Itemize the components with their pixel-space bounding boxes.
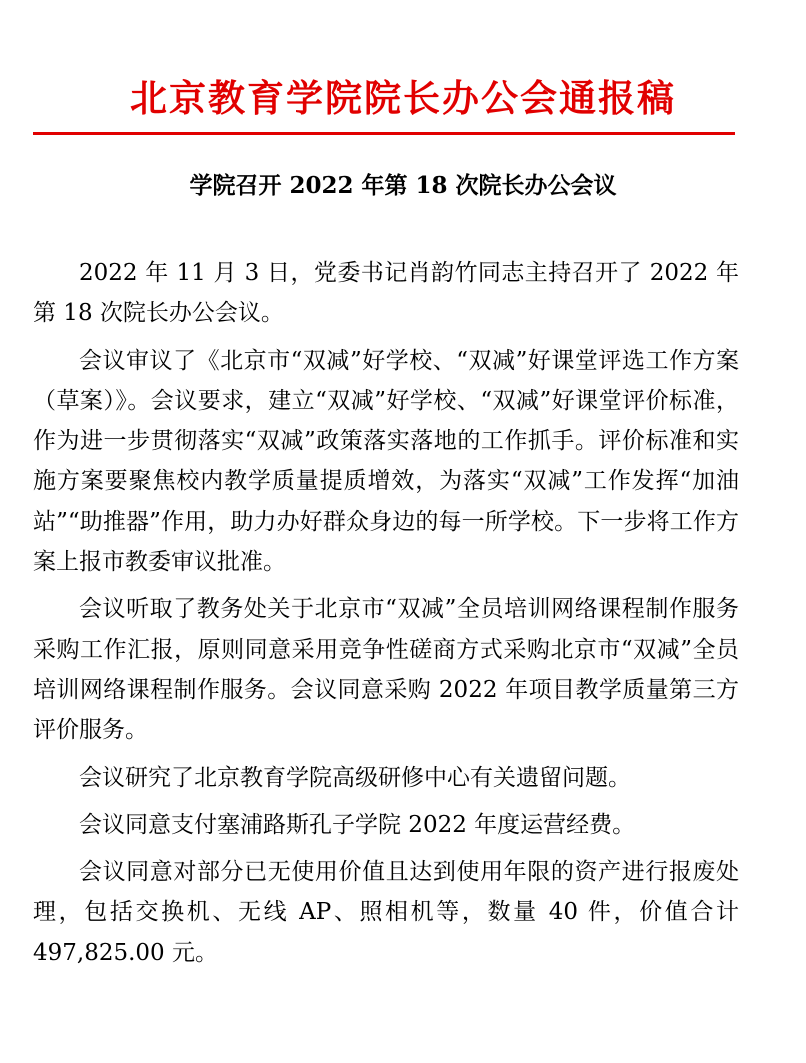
- paragraph: 会议研究了北京教育学院高级研修中心有关遗留问题。: [79, 764, 631, 791]
- paragraph: 会议审议了《北京市“双减”好学校、“双减”好课堂评选工作方案（草案）》。会议要求，建立“双减”好学校、“双减”好课堂评价标准，作为进一步贯彻落实“双减”政策落实落地的工作抓手。评价标准和实施方案要聚焦校内教学质量提质增效，为落实“双减”工作发挥“加油站”“助推器”作用，助力办好群众身边的每一所学校。下一步将工作方案上报市教委审议批准。: [33, 347, 739, 576]
- masthead-title: 北京教育学院院长办公会通报稿: [130, 77, 676, 120]
- article-title: 学院召开 2022 年第 18 次院长办公会议: [189, 172, 617, 199]
- paragraph: 会议同意对部分已无使用价值且达到使用年限的资产进行报废处理，包括交换机、无线 AP、照相机等，数量 40 件，价值合计 497,825.00 元。: [33, 859, 739, 966]
- paragraph: 2022 年 11 月 3 日，党委书记肖韵竹同志主持召开了 2022 年第 18 次院长办公会议。: [33, 260, 739, 327]
- article-body: [33, 253, 739, 973]
- paragraph: 会议同意支付塞浦路斯孔子学院 2022 年度运营经费。: [79, 811, 636, 838]
- red-divider-line: [33, 132, 735, 135]
- paragraph: 会议听取了教务处关于北京市“双减”全员培训网络课程制作服务采购工作汇报，原则同意采用竞争性磋商方式采购北京市“双减”全员培训网络课程制作服务。会议同意采购 2022 年项目教学质量第三方评价服务。: [33, 596, 739, 744]
